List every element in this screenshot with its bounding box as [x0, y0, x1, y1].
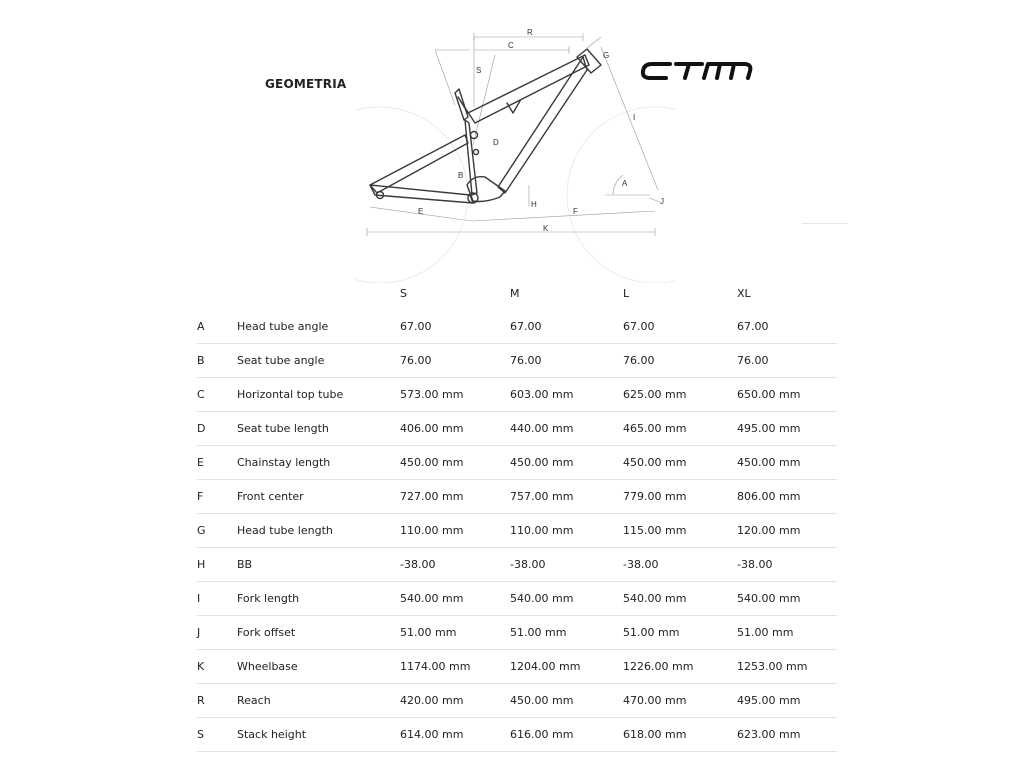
table-row [197, 582, 837, 616]
row-name: Fork offset [237, 626, 296, 639]
value-m: 540.00 mm [510, 592, 574, 605]
value-l: 76.00 [623, 354, 655, 367]
column-header [237, 276, 400, 310]
value-m: 757.00 mm [510, 490, 574, 503]
value-s: 573.00 mm [400, 388, 464, 401]
column-header [197, 276, 237, 310]
value-m: 1204.00 mm [510, 660, 581, 673]
row-name: Front center [237, 490, 304, 503]
row-name: Horizontal top tube [237, 388, 344, 401]
rear-wheel [355, 107, 468, 283]
value-xl: 67.00 [737, 320, 769, 333]
row-name: Fork length [237, 592, 300, 605]
table-row [197, 650, 837, 684]
row-key: I [197, 592, 201, 605]
value-m: 450.00 mm [510, 456, 574, 469]
value-l: 51.00 mm [623, 626, 680, 639]
value-s: 1174.00 mm [400, 660, 471, 673]
row-key: E [197, 456, 204, 469]
label-s: S [476, 66, 482, 75]
row-name: Reach [237, 694, 271, 707]
page-title: GEOMETRIA [265, 77, 347, 91]
table-row [197, 446, 837, 480]
value-l: 470.00 mm [623, 694, 687, 707]
label-b: B [458, 171, 464, 180]
value-s: -38.00 [400, 558, 436, 571]
label-h: H [531, 200, 537, 209]
value-xl: 623.00 mm [737, 728, 801, 741]
value-s: 614.00 mm [400, 728, 464, 741]
label-f: F [573, 207, 578, 216]
value-s: 420.00 mm [400, 694, 464, 707]
row-key: D [197, 422, 206, 435]
label-r: R [527, 28, 533, 37]
table-row [197, 514, 837, 548]
label-e: E [418, 207, 424, 216]
row-key: F [197, 490, 204, 503]
label-i: I [633, 113, 636, 122]
value-l: -38.00 [623, 558, 659, 571]
row-key: S [197, 728, 204, 741]
value-m: 110.00 mm [510, 524, 574, 537]
value-s: 727.00 mm [400, 490, 464, 503]
value-m: 603.00 mm [510, 388, 574, 401]
value-s: 540.00 mm [400, 592, 464, 605]
seat-stay [370, 135, 468, 193]
table-header-row [197, 276, 837, 310]
table-row [197, 344, 837, 378]
row-key: G [197, 524, 206, 537]
value-l: 450.00 mm [623, 456, 687, 469]
pivot [471, 132, 478, 139]
table-row [197, 718, 837, 752]
value-m: 450.00 mm [510, 694, 574, 707]
column-header-xl: XL [737, 286, 751, 300]
value-xl: -38.00 [737, 558, 773, 571]
down-tube [498, 57, 587, 193]
label-g: G [603, 51, 610, 60]
value-l: 540.00 mm [623, 592, 687, 605]
row-key: J [197, 626, 201, 639]
value-xl: 806.00 mm [737, 490, 801, 503]
table-row [197, 684, 837, 718]
value-m: 616.00 mm [510, 728, 574, 741]
row-key: A [197, 320, 205, 333]
value-xl: 1253.00 mm [737, 660, 808, 673]
value-l: 779.00 mm [623, 490, 687, 503]
seat-post [455, 89, 468, 120]
value-xl: 495.00 mm [737, 694, 801, 707]
value-l: 115.00 mm [623, 524, 687, 537]
value-m: 51.00 mm [510, 626, 567, 639]
divider [802, 223, 848, 224]
value-m: 440.00 mm [510, 422, 574, 435]
value-xl: 450.00 mm [737, 456, 801, 469]
value-s: 406.00 mm [400, 422, 464, 435]
value-s: 51.00 mm [400, 626, 457, 639]
row-name: Seat tube angle [237, 354, 325, 367]
row-name: Wheelbase [237, 660, 298, 673]
row-name: Stack height [237, 728, 307, 741]
value-m: 67.00 [510, 320, 542, 333]
label-k: K [543, 224, 549, 233]
value-s: 67.00 [400, 320, 432, 333]
row-name: BB [237, 558, 253, 571]
label-c: C [508, 41, 514, 50]
table-row [197, 616, 837, 650]
value-xl: 76.00 [737, 354, 769, 367]
geometry-table [197, 276, 837, 752]
value-s: 76.00 [400, 354, 432, 367]
row-key: R [197, 694, 205, 707]
row-name: Head tube angle [237, 320, 329, 333]
row-key: K [197, 660, 205, 673]
row-name: Chainstay length [237, 456, 331, 469]
table-row [197, 378, 837, 412]
value-l: 1226.00 mm [623, 660, 694, 673]
value-xl: 120.00 mm [737, 524, 801, 537]
value-l: 625.00 mm [623, 388, 687, 401]
pivot-lower [474, 150, 479, 155]
value-xl: 51.00 mm [737, 626, 794, 639]
column-header-s: S [400, 286, 407, 300]
label-j: J [660, 197, 664, 206]
row-name: Head tube length [237, 524, 333, 537]
bottom-bracket-area [467, 177, 505, 202]
row-key: B [197, 354, 205, 367]
value-m: 76.00 [510, 354, 542, 367]
table-row [197, 412, 837, 446]
bike-geometry-diagram [355, 25, 675, 283]
value-l: 67.00 [623, 320, 655, 333]
value-s: 450.00 mm [400, 456, 464, 469]
value-l: 618.00 mm [623, 728, 687, 741]
row-key: C [197, 388, 205, 401]
value-s: 110.00 mm [400, 524, 464, 537]
row-key: H [197, 558, 206, 571]
row-name: Seat tube length [237, 422, 329, 435]
value-l: 465.00 mm [623, 422, 687, 435]
table-row [197, 480, 837, 514]
value-xl: 650.00 mm [737, 388, 801, 401]
value-xl: 540.00 mm [737, 592, 801, 605]
value-xl: 495.00 mm [737, 422, 801, 435]
label-a: A [622, 179, 628, 188]
column-header-m: M [510, 286, 520, 300]
label-d: D [493, 138, 499, 147]
value-m: -38.00 [510, 558, 546, 571]
table-row [197, 548, 837, 582]
table-row [197, 310, 837, 344]
column-header-l: L [623, 286, 630, 300]
